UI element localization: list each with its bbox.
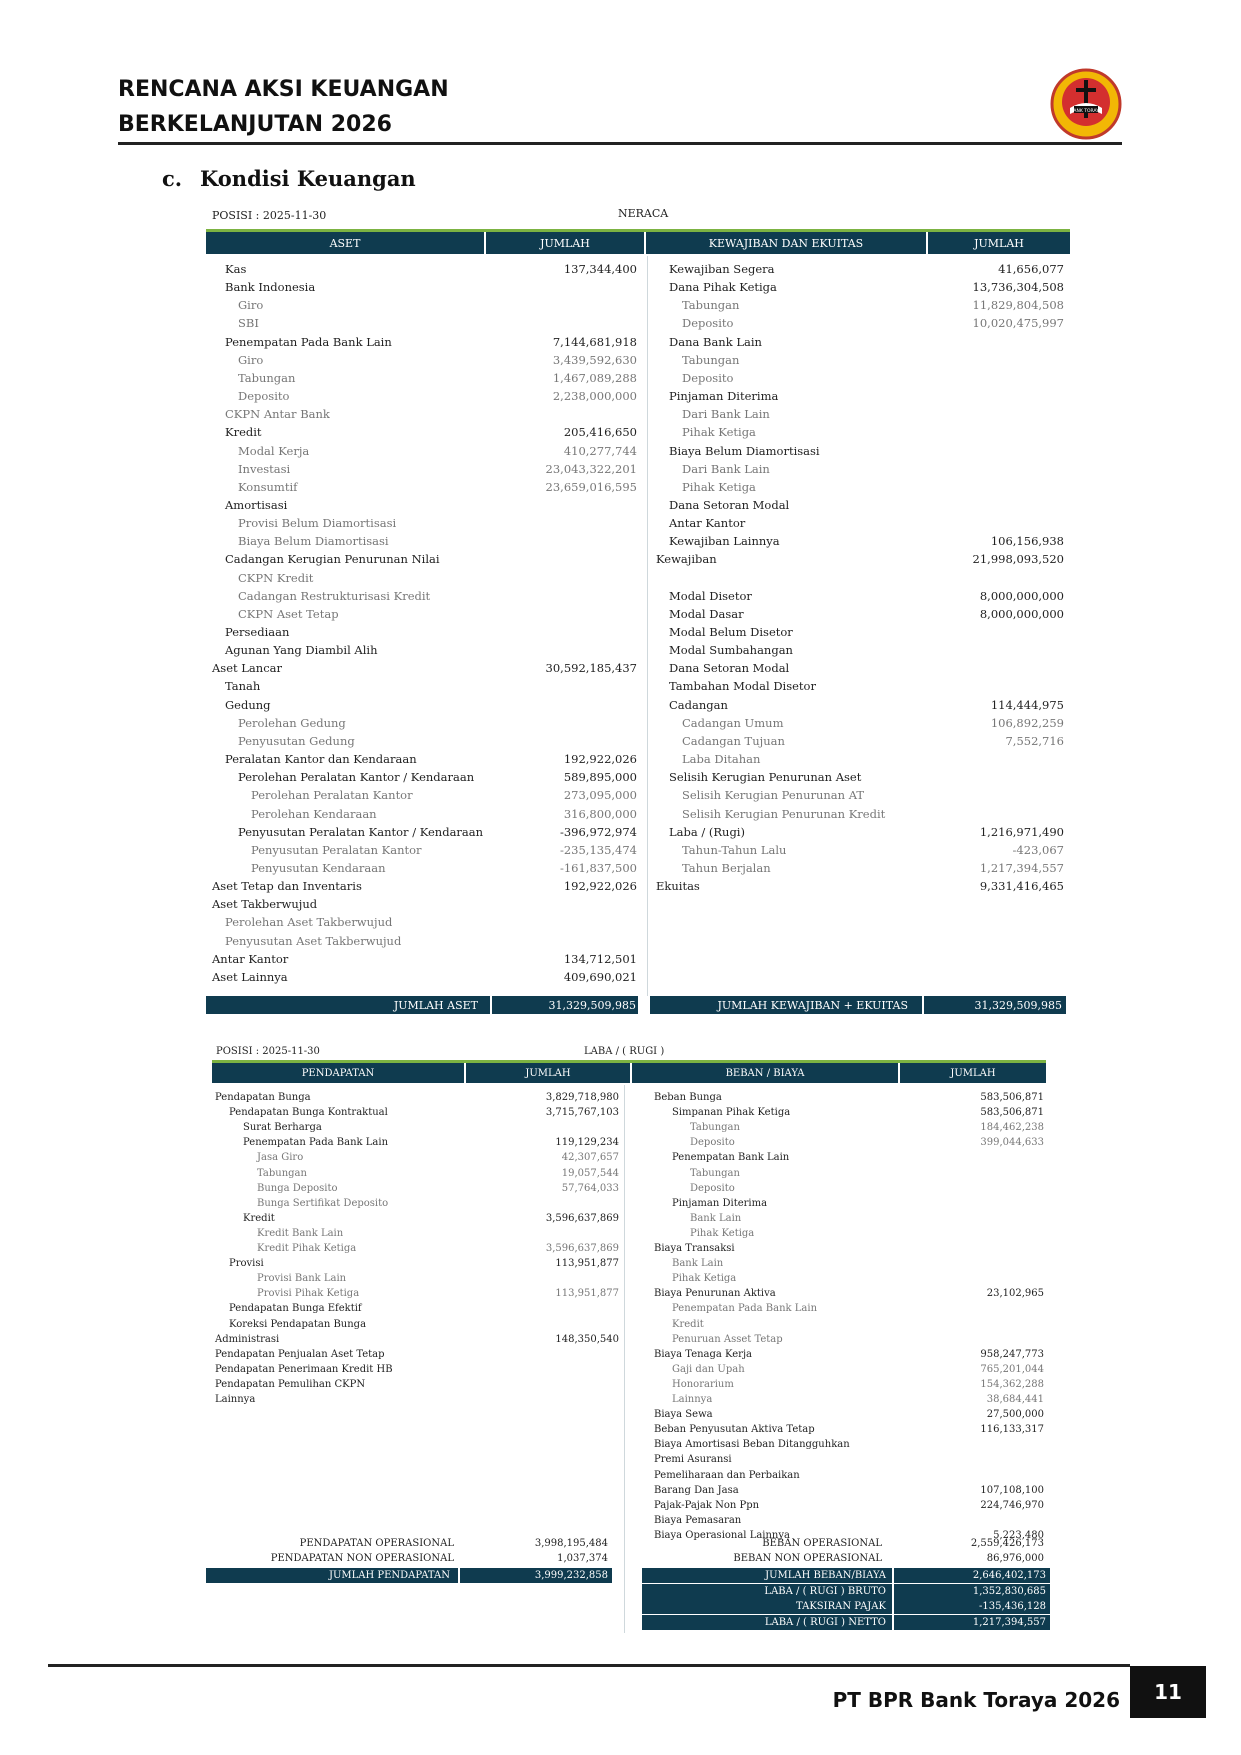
- asset-row-label: Penyusutan Gedung: [238, 733, 355, 748]
- expense-row-label: Pajak-Pajak Non Ppn: [654, 1499, 760, 1511]
- income-row-value: 3,596,637,869: [545, 1243, 619, 1254]
- neraca-header-jumlah-aset: JUMLAH: [486, 232, 646, 254]
- asset-row-label: CKPN Kredit: [238, 570, 314, 585]
- asset-row-label: Penyusutan Peralatan Kantor: [251, 842, 422, 857]
- liability-row-label: Dari Bank Lain: [682, 407, 770, 422]
- liability-row-label: Tabungan: [682, 298, 740, 313]
- asset-row-value: 1,467,089,288: [552, 370, 637, 385]
- asset-row-label: Biaya Belum Diamortisasi: [238, 534, 389, 549]
- expense-row-label: Penempatan Pada Bank Lain: [672, 1303, 818, 1315]
- total-assets-label: JUMLAH ASET: [393, 998, 478, 1012]
- expense-summary-label: BEBAN NON OPERASIONAL: [733, 1553, 882, 1564]
- expense-row-label: Biaya Transaksi: [654, 1243, 735, 1254]
- liability-row-label: Pihak Ketiga: [682, 479, 756, 494]
- liability-row-label: Pinjaman Diterima: [669, 389, 779, 404]
- liability-row-label: Modal Belum Disetor: [669, 625, 793, 639]
- income-row-value: 42,307,657: [561, 1152, 619, 1164]
- expense-row-label: Gaji dan Upah: [672, 1363, 745, 1375]
- asset-row-label: Provisi Belum Diamortisasi: [238, 516, 397, 531]
- asset-row-label: Penyusutan Kendaraan: [251, 860, 386, 875]
- liability-row-value: 10,020,475,997: [972, 316, 1064, 331]
- income-row-value: 3,596,637,869: [545, 1212, 619, 1224]
- expense-row-label: Bank Lain: [690, 1212, 742, 1224]
- expense-summary-value: 86,976,000: [986, 1553, 1044, 1564]
- expense-total-label: LABA / ( RUGI ) BRUTO: [764, 1585, 886, 1597]
- page-number: 11: [1130, 1666, 1206, 1718]
- expense-row-label: Deposito: [690, 1182, 735, 1194]
- liability-row-label: Laba / (Rugi): [669, 824, 745, 839]
- expense-row-value: 583,506,871: [980, 1107, 1044, 1119]
- liability-row-label: Tabungan: [682, 352, 740, 367]
- income-row-label: Kredit Bank Lain: [257, 1227, 344, 1239]
- liability-row-value: 21,998,093,520: [972, 552, 1064, 567]
- liability-row-value: 13,736,304,508: [972, 280, 1064, 295]
- expense-row-label: Pemeliharaan dan Perbaikan: [654, 1469, 800, 1481]
- expense-row-label: Beban Bunga: [654, 1092, 722, 1103]
- liability-row-value: 8,000,000,000: [979, 588, 1064, 603]
- liability-row-label: Kewajiban Lainnya: [669, 534, 780, 549]
- liability-row-label: Selisih Kerugian Penurunan Kredit: [682, 806, 886, 821]
- expense-row-label: Penempatan Bank Lain: [672, 1152, 790, 1164]
- expense-total-bar: [642, 1615, 1050, 1630]
- income-summary-label: PENDAPATAN OPERASIONAL: [299, 1538, 454, 1549]
- income-row-value: 113,951,877: [555, 1288, 619, 1300]
- asset-row-label: Deposito: [238, 389, 290, 404]
- asset-row-label: Perolehan Gedung: [238, 715, 346, 730]
- neraca-header-bar: [206, 232, 1070, 254]
- expense-row-label: Lainnya: [672, 1394, 713, 1405]
- asset-row-label: Investasi: [238, 461, 291, 476]
- asset-row-label: Modal Kerja: [238, 443, 310, 458]
- liability-row-label: Dana Pihak Ketiga: [669, 280, 777, 295]
- liability-row-value: 8,000,000,000: [979, 606, 1064, 621]
- expense-total-label: JUMLAH BEBAN/BIAYA: [765, 1570, 886, 1581]
- asset-row-label: Aset Lancar: [212, 661, 282, 676]
- liability-row-label: Laba Ditahan: [682, 752, 761, 767]
- income-row-label: Koreksi Pendapatan Bunga: [229, 1318, 367, 1330]
- expense-row-value: 38,684,441: [986, 1394, 1044, 1405]
- expense-row-value: 154,362,288: [980, 1378, 1044, 1390]
- asset-row-label: Aset Takberwujud: [212, 897, 318, 912]
- income-row-label: Jasa Giro: [257, 1152, 304, 1164]
- asset-row-label: Cadangan Restrukturisasi Kredit: [238, 588, 431, 603]
- expense-row-value: 184,462,238: [980, 1122, 1044, 1134]
- asset-row-label: SBI: [238, 316, 259, 331]
- income-row-label: Bunga Deposito: [257, 1182, 338, 1194]
- asset-row-label: Giro: [238, 352, 264, 367]
- expense-row-label: Biaya Operasional Lainnya: [654, 1529, 790, 1541]
- expense-row-value: 23,102,965: [986, 1288, 1044, 1300]
- expense-row-label: Kredit: [672, 1318, 704, 1330]
- expense-summary-value: 2,559,426,173: [970, 1538, 1044, 1549]
- income-row-label: Provisi: [229, 1258, 264, 1270]
- asset-row-label: Persediaan: [225, 625, 290, 639]
- neraca-header-jumlah-kewajiban: JUMLAH: [974, 236, 1024, 250]
- asset-row-value: -396,972,974: [559, 824, 637, 839]
- asset-row-value: 30,592,185,437: [545, 661, 637, 676]
- expense-row-label: Bank Lain: [672, 1258, 724, 1270]
- liability-row-label: Modal Sumbahangan: [669, 643, 793, 658]
- liability-row-value: 106,892,259: [990, 715, 1064, 730]
- income-summary-label: PENDAPATAN NON OPERASIONAL: [270, 1553, 454, 1564]
- income-row-value: 19,057,544: [561, 1167, 619, 1179]
- header-rule: [118, 142, 1122, 145]
- income-row-value: 57,764,033: [561, 1182, 619, 1194]
- asset-row-label: Tanah: [225, 679, 261, 694]
- asset-row-value: 2,238,000,000: [552, 389, 637, 404]
- asset-row-value: 409,690,021: [563, 969, 637, 984]
- asset-row-label: Penyusutan Peralatan Kantor / Kendaraan: [238, 824, 484, 839]
- liability-row-value: 11,829,804,508: [972, 298, 1064, 313]
- asset-row-label: Amortisasi: [225, 497, 288, 512]
- income-row-label: Surat Berharga: [243, 1122, 322, 1134]
- asset-row-value: 589,895,000: [563, 770, 637, 785]
- total-assets-value: 31,329,509,985: [548, 998, 636, 1012]
- liability-row-label: Kewajiban Segera: [669, 262, 775, 276]
- expense-total-value: -135,436,128: [979, 1601, 1046, 1612]
- asset-row-label: CKPN Aset Tetap: [238, 606, 339, 621]
- income-row-value: 148,350,540: [555, 1333, 619, 1345]
- section-heading: [162, 166, 416, 191]
- income-row-label: Pendapatan Bunga Kontraktual: [229, 1107, 388, 1119]
- asset-row-label: Antar Kantor: [212, 951, 289, 966]
- income-row-value: 3,829,718,980: [545, 1092, 619, 1103]
- expense-row-label: Pihak Ketiga: [672, 1273, 737, 1285]
- asset-row-value: 205,416,650: [563, 425, 637, 440]
- labarugi-position: POSISI : 2025-11-30: [216, 1046, 320, 1057]
- liability-row-label: Dana Setoran Modal: [669, 661, 790, 676]
- income-summary-value: 1,037,374: [557, 1553, 608, 1564]
- labarugi-title: LABA / ( RUGI ): [584, 1046, 665, 1057]
- expense-row-label: Tabungan: [690, 1167, 740, 1179]
- asset-row-label: Peralatan Kantor dan Kendaraan: [225, 752, 417, 767]
- asset-row-label: Aset Lainnya: [212, 969, 288, 984]
- asset-row-value: 137,344,400: [563, 262, 637, 276]
- total-liabilities-label: JUMLAH KEWAJIBAN + EKUITAS: [717, 998, 908, 1012]
- asset-row-label: Giro: [238, 298, 264, 313]
- expense-row-label: Biaya Tenaga Kerja: [654, 1348, 753, 1360]
- income-row-label: Kredit: [243, 1212, 275, 1224]
- liability-row-label: Tambahan Modal Disetor: [669, 679, 816, 694]
- title-line-2: BERKELANJUTAN 2026: [118, 112, 392, 137]
- asset-row-value: 192,922,026: [563, 752, 637, 767]
- asset-row-value: 23,043,322,201: [545, 461, 637, 476]
- labarugi-header-jumlah-pendapatan: JUMLAH: [466, 1063, 632, 1083]
- income-row-label: Pendapatan Penjualan Aset Tetap: [215, 1348, 385, 1360]
- liability-row-value: -423,067: [1012, 842, 1064, 857]
- asset-row-label: Perolehan Aset Takberwujud: [225, 915, 393, 930]
- liability-row-value: 114,444,975: [990, 697, 1064, 712]
- expense-total-bar: [642, 1599, 1050, 1614]
- expense-row-label: Penuruan Asset Tetap: [672, 1333, 783, 1345]
- expense-total-bar: [642, 1584, 1050, 1599]
- liability-row-label: Selisih Kerugian Penurunan AT: [682, 788, 865, 803]
- liability-row-label: Dana Bank Lain: [669, 334, 762, 349]
- liability-row-value: 1,216,971,490: [979, 824, 1064, 839]
- total-liabilities-bar: [650, 996, 1066, 1014]
- income-row-label: Administrasi: [215, 1333, 280, 1345]
- income-total-value: 3,999,232,858: [534, 1570, 608, 1581]
- expense-row-label: Beban Penyusutan Aktiva Tetap: [654, 1424, 815, 1436]
- liability-row-label: Antar Kantor: [669, 516, 746, 531]
- income-row-label: Bunga Sertifikat Deposito: [257, 1197, 389, 1209]
- liability-row-label: Dana Setoran Modal: [669, 497, 790, 512]
- labarugi-header-beban: BEBAN / BIAYA: [632, 1063, 900, 1083]
- liability-row-label: Modal Disetor: [669, 588, 752, 603]
- neraca-header-kewajiban: KEWAJIBAN DAN EKUITAS: [646, 232, 928, 254]
- asset-row-value: -235,135,474: [559, 842, 637, 857]
- liability-row-label: Ekuitas: [656, 879, 700, 894]
- asset-row-value: 273,095,000: [563, 788, 637, 803]
- asset-row-label: Bank Indonesia: [225, 280, 316, 295]
- liability-row-value: 9,331,416,465: [979, 879, 1064, 894]
- neraca-column-divider: [647, 256, 648, 996]
- liability-row-label: Deposito: [682, 316, 734, 331]
- expense-row-label: Honorarium: [672, 1378, 734, 1390]
- neraca-position: POSISI : 2025-11-30: [212, 209, 327, 222]
- asset-row-value: 23,659,016,595: [545, 479, 637, 494]
- expense-row-value: 224,746,970: [980, 1499, 1044, 1511]
- asset-row-value: -161,837,500: [559, 860, 637, 875]
- asset-row-label: Penyusutan Aset Takberwujud: [225, 933, 402, 948]
- expense-row-label: Simpanan Pihak Ketiga: [672, 1107, 791, 1119]
- expense-total-label: LABA / ( RUGI ) NETTO: [764, 1616, 886, 1628]
- labarugi-header-jumlah-beban: JUMLAH: [950, 1067, 996, 1079]
- expense-total-value: 1,352,830,685: [972, 1585, 1046, 1597]
- expense-row-value: 583,506,871: [980, 1092, 1044, 1103]
- income-row-value: 3,715,767,103: [545, 1107, 619, 1119]
- asset-row-label: Perolehan Peralatan Kantor: [251, 788, 413, 803]
- section-title: Kondisi Keuangan: [200, 166, 416, 191]
- expense-row-label: Barang Dan Jasa: [654, 1484, 739, 1496]
- asset-row-label: Kas: [225, 262, 247, 276]
- income-row-value: 119,129,234: [555, 1137, 619, 1149]
- income-row-label: Provisi Bank Lain: [257, 1273, 347, 1285]
- income-row-label: Pendapatan Pemulihan CKPN: [215, 1378, 366, 1390]
- asset-row-label: Perolehan Kendaraan: [251, 806, 377, 821]
- expense-row-value: 107,108,100: [980, 1484, 1044, 1496]
- income-summary-value: 3,998,195,484: [534, 1538, 608, 1549]
- liability-row-label: Dari Bank Lain: [682, 461, 770, 476]
- asset-row-value: 410,277,744: [563, 443, 637, 458]
- asset-row-label: Penempatan Pada Bank Lain: [225, 334, 392, 349]
- asset-row-value: 7,144,681,918: [552, 334, 637, 349]
- expense-row-label: Pihak Ketiga: [690, 1227, 755, 1239]
- expense-row-label: Deposito: [690, 1137, 735, 1149]
- total-liabilities-value: 31,329,509,985: [974, 998, 1062, 1012]
- footer-company: PT BPR Bank Toraya 2026: [832, 1688, 1120, 1712]
- liability-row-value: 1,217,394,557: [979, 860, 1064, 875]
- liability-row-value: 7,552,716: [1005, 733, 1064, 748]
- income-row-value: 113,951,877: [555, 1258, 619, 1270]
- bank-logo-icon: [1050, 68, 1122, 140]
- asset-row-label: Agunan Yang Diambil Alih: [225, 643, 378, 658]
- labarugi-header-pendapatan: PENDAPATAN: [212, 1063, 466, 1083]
- liability-row-label: Selisih Kerugian Penurunan Aset: [669, 770, 862, 785]
- liability-row-label: Kewajiban: [656, 552, 717, 567]
- expense-row-value: 116,133,317: [980, 1424, 1044, 1436]
- liability-row-label: Cadangan Tujuan: [682, 733, 785, 748]
- income-row-label: Kredit Pihak Ketiga: [257, 1243, 357, 1254]
- asset-row-label: Konsumtif: [238, 479, 298, 494]
- total-assets-bar: [206, 996, 638, 1014]
- income-row-label: Pendapatan Penerimaan Kredit HB: [215, 1363, 393, 1375]
- neraca-header-aset: ASET: [206, 232, 486, 254]
- expense-row-label: Biaya Sewa: [654, 1409, 713, 1421]
- asset-row-label: Aset Tetap dan Inventaris: [212, 879, 362, 894]
- liability-row-label: Biaya Belum Diamortisasi: [669, 443, 820, 458]
- expense-row-value: 399,044,633: [980, 1137, 1044, 1149]
- expense-row-label: Pinjaman Diterima: [672, 1197, 768, 1209]
- liability-row-label: Tahun-Tahun Lalu: [682, 842, 787, 857]
- expense-summary-label: BEBAN OPERASIONAL: [762, 1538, 882, 1549]
- labarugi-header-bar: [212, 1063, 1046, 1083]
- expense-total-bar: [642, 1568, 1050, 1583]
- liability-row-label: Cadangan: [669, 697, 728, 712]
- neraca-title: NERACA: [618, 207, 669, 220]
- income-row-label: Tabungan: [257, 1167, 307, 1179]
- expense-row-value: 958,247,773: [980, 1348, 1044, 1360]
- section-letter: c.: [162, 166, 183, 191]
- document-title: [118, 72, 449, 142]
- expense-total-value: 1,217,394,557: [972, 1616, 1046, 1628]
- asset-row-label: Kredit: [225, 425, 262, 440]
- expense-row-label: Biaya Amortisasi Beban Ditangguhkan: [654, 1439, 850, 1451]
- asset-row-value: 3,439,592,630: [552, 352, 637, 367]
- expense-row-label: Premi Asuransi: [654, 1454, 732, 1466]
- liability-row-label: Modal Dasar: [669, 606, 744, 621]
- liability-row-label: Tahun Berjalan: [682, 860, 771, 875]
- asset-row-value: 316,800,000: [563, 806, 637, 821]
- income-row-label: Lainnya: [215, 1394, 256, 1405]
- liability-row-label: Deposito: [682, 370, 734, 385]
- income-row-label: Pendapatan Bunga: [215, 1092, 311, 1103]
- expense-row-label: Tabungan: [690, 1122, 740, 1134]
- liability-row-value: 41,656,077: [998, 262, 1064, 276]
- asset-row-value: 134,712,501: [563, 951, 637, 966]
- labarugi-column-divider: [624, 1085, 625, 1633]
- liability-row-value: 106,156,938: [990, 534, 1064, 549]
- liability-row-label: Cadangan Umum: [682, 715, 784, 730]
- asset-row-label: Gedung: [225, 697, 271, 712]
- expense-row-label: Biaya Penurunan Aktiva: [654, 1288, 776, 1300]
- expense-row-value: 27,500,000: [986, 1409, 1044, 1421]
- income-row-label: Penempatan Pada Bank Lain: [243, 1137, 389, 1149]
- expense-row-value: 765,201,044: [980, 1363, 1044, 1375]
- income-row-label: Pendapatan Bunga Efektif: [229, 1303, 362, 1315]
- income-row-label: Provisi Pihak Ketiga: [257, 1288, 360, 1300]
- asset-row-label: Tabungan: [238, 370, 296, 385]
- income-total-label: JUMLAH PENDAPATAN: [328, 1570, 450, 1581]
- asset-row-value: 192,922,026: [563, 879, 637, 894]
- title-line-1: RENCANA AKSI KEUANGAN: [118, 77, 449, 102]
- asset-row-label: Cadangan Kerugian Penurunan Nilai: [225, 552, 440, 567]
- expense-total-label: TAKSIRAN PAJAK: [795, 1601, 886, 1612]
- income-total-bar: [206, 1568, 612, 1583]
- asset-row-label: Perolehan Peralatan Kantor / Kendaraan: [238, 770, 475, 785]
- asset-row-label: CKPN Antar Bank: [225, 407, 330, 422]
- liability-row-label: Pihak Ketiga: [682, 425, 756, 440]
- expense-row-label: Biaya Pemasaran: [654, 1514, 742, 1526]
- svg-text:BANK TORAYA: BANK TORAYA: [1070, 109, 1102, 114]
- expense-total-value: 2,646,402,173: [972, 1570, 1046, 1581]
- expense-row-value: 5,223,480: [993, 1529, 1044, 1541]
- footer-rule: [48, 1664, 1130, 1667]
